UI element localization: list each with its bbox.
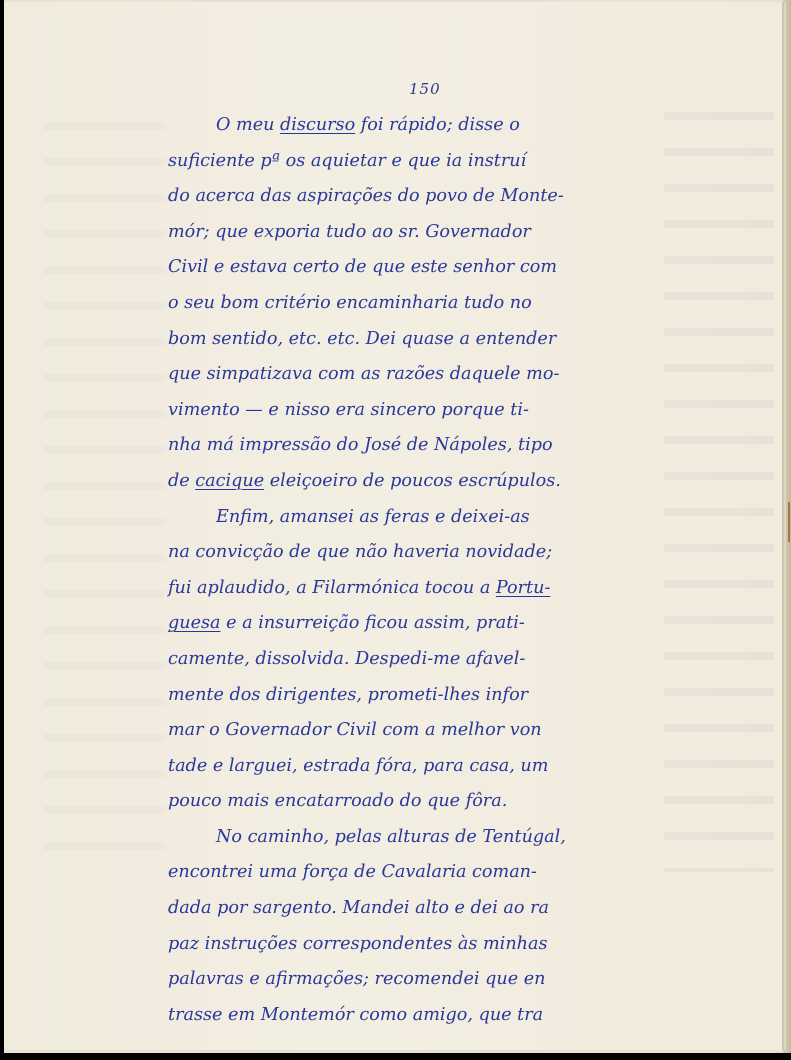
text-line: bom sentido, etc. etc. Dei quase a entender bbox=[168, 328, 557, 349]
ink-bleed-through-left bbox=[44, 122, 164, 852]
text-line: pouco mais encatarroado do que fôra. bbox=[168, 791, 508, 812]
handwritten-text-block bbox=[168, 108, 668, 1033]
underlined-word: guesa bbox=[168, 613, 221, 634]
text-line: guesa e a insurreição ficou assim, prati- bbox=[168, 613, 525, 634]
text-line: mór; que exporia tudo ao sr. Governador bbox=[168, 221, 531, 242]
ink-bleed-through bbox=[664, 112, 774, 872]
text-line: dada por sargento. Mandei alto e dei ao ra bbox=[168, 898, 549, 919]
text-line: de cacique eleiçoeiro de poucos escrúpulos. bbox=[168, 470, 561, 491]
text-line: do acerca das aspirações do povo de Monte- bbox=[168, 186, 564, 207]
text-line: O meu discurso foi rápido; disse o bbox=[216, 115, 520, 135]
text-line: paz instruções correspondentes às minhas bbox=[168, 933, 548, 954]
text-line: Civil e estava certo de que este senhor com bbox=[168, 257, 558, 278]
text-line: trasse em Montemór como amigo, que tra bbox=[168, 1004, 544, 1025]
text-line: mar o Governador Civil com a melhor von bbox=[168, 720, 542, 741]
text-line: vimento — e nisso era sincero porque ti- bbox=[168, 399, 529, 420]
underlined-word: cacique bbox=[195, 470, 265, 491]
text-line: na convicção de que não haveria novidade; bbox=[168, 542, 553, 563]
page-number: 150 bbox=[409, 80, 441, 98]
text-line: que simpatizava com as razões daquele mo- bbox=[168, 364, 560, 385]
page-fold-mark bbox=[772, 502, 790, 542]
text-line: Enfim, amansei as feras e deixei-as bbox=[216, 506, 530, 527]
underlined-word: Portu- bbox=[495, 577, 551, 598]
text-line: palavras e afirmações; recomendei que en bbox=[168, 969, 546, 990]
underlined-word: discurso bbox=[280, 115, 356, 135]
text-line: o seu bom critério encaminharia tudo no bbox=[168, 292, 532, 313]
text-line: mente dos dirigentes, prometi-lhes infor bbox=[168, 684, 529, 705]
text-line: encontrei uma força de Cavalaria coman- bbox=[168, 862, 537, 883]
text-line: fui aplaudido, a Filarmónica tocou a Portu- bbox=[168, 577, 551, 598]
text-line: tade e larguei, estrada fóra, para casa, um bbox=[168, 755, 549, 776]
text-line: suficiente pª os aquietar e que ia instruí bbox=[168, 150, 527, 171]
text-line: nha má impressão do José de Nápoles, tipo bbox=[168, 435, 553, 456]
text-line: camente, dissolvida. Despedi-me afavel- bbox=[168, 648, 526, 669]
text-line: No caminho, pelas alturas de Tentúgal, bbox=[216, 826, 566, 847]
